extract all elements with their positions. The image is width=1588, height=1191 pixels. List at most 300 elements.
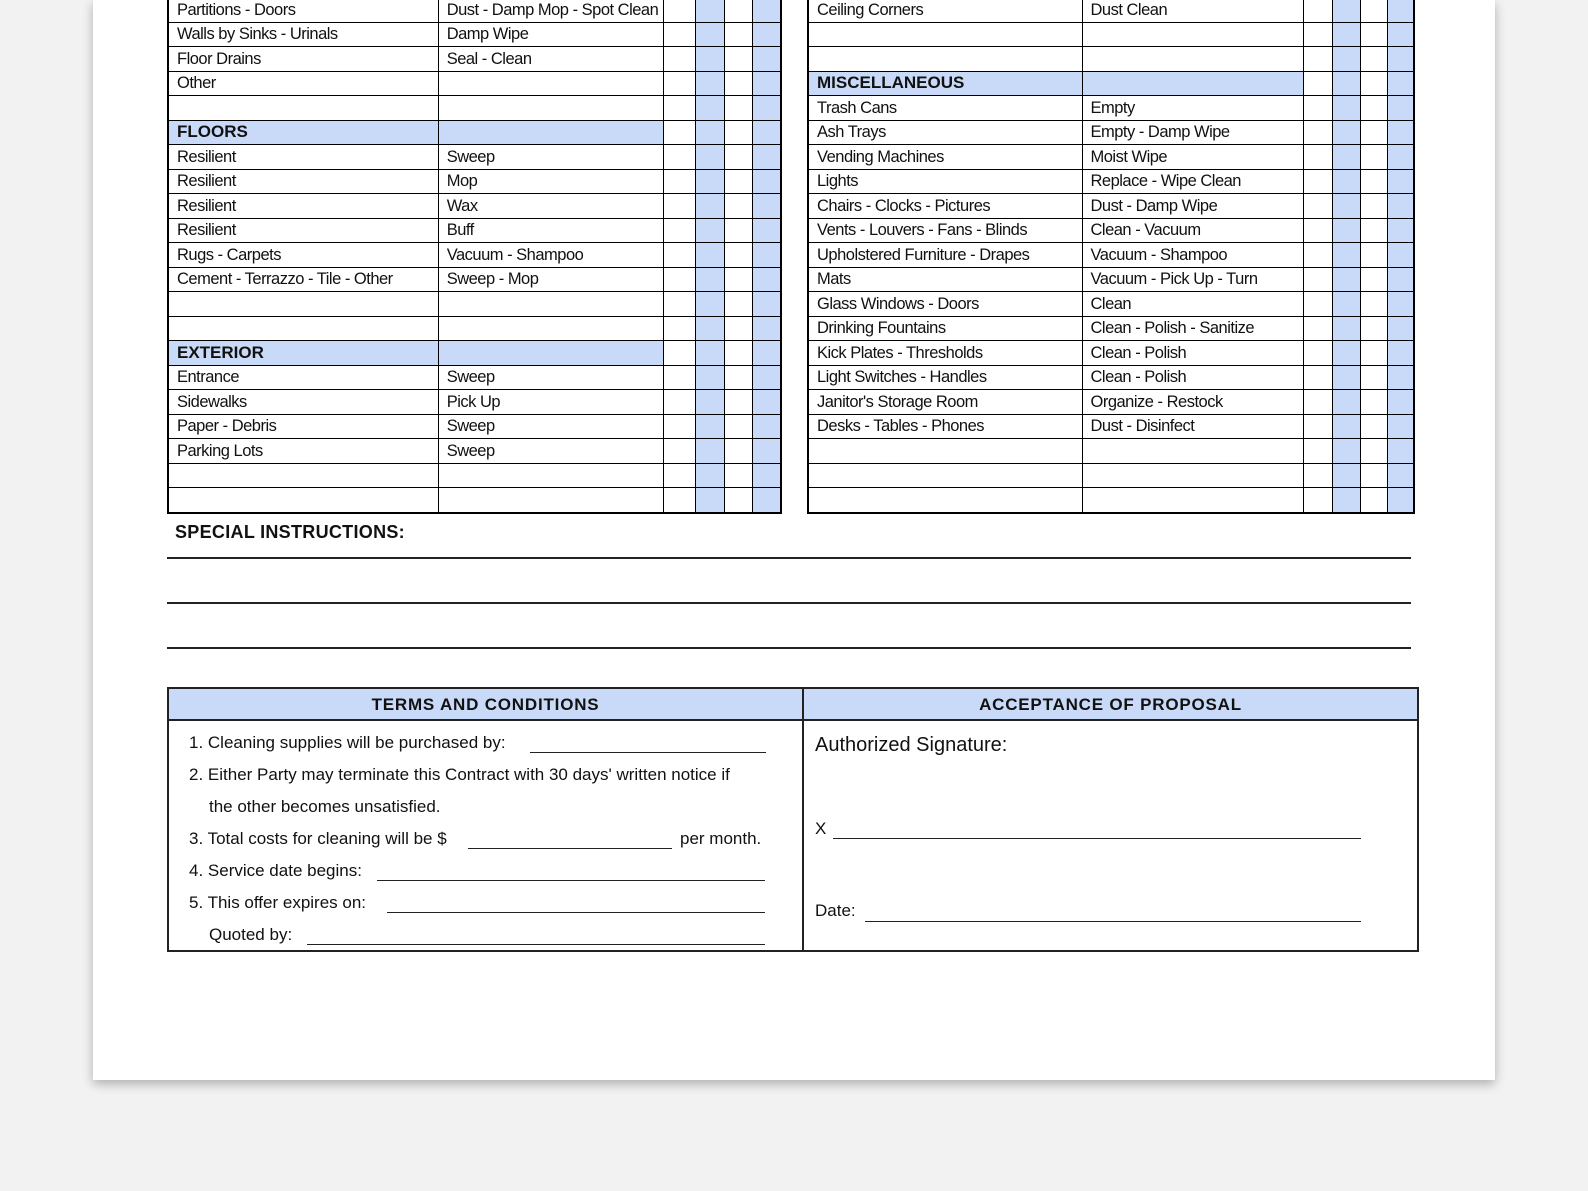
schedule-checkbox-cell[interactable]: [753, 22, 781, 47]
schedule-checkbox-cell[interactable]: [725, 22, 753, 47]
task-cell: Ceiling Corners: [808, 0, 1082, 22]
schedule-checkbox-cell[interactable]: [1360, 439, 1387, 464]
action-cell: [438, 96, 663, 121]
schedule-checkbox-cell[interactable]: [725, 120, 753, 145]
schedule-checkbox-cell[interactable]: [1332, 292, 1360, 317]
schedule-checkbox-cell[interactable]: [663, 292, 695, 317]
schedule-checkbox-cell[interactable]: [753, 71, 781, 96]
schedule-checkbox-cell[interactable]: [1360, 341, 1387, 366]
schedule-checkbox-cell[interactable]: [695, 194, 724, 219]
task-cell: Floor Drains: [168, 47, 438, 72]
schedule-checkbox-cell[interactable]: [725, 365, 753, 390]
term-supplies: 1. Cleaning supplies will be purchased by:: [189, 733, 506, 752]
schedule-checkbox-cell[interactable]: [753, 267, 781, 292]
task-cell: [168, 292, 438, 317]
schedule-checkbox-cell[interactable]: [695, 120, 724, 145]
task-cell: [168, 488, 438, 513]
table-row: [168, 267, 781, 292]
action-cell: Seal - Clean: [438, 47, 663, 72]
task-cell: [168, 463, 438, 488]
schedule-checkbox-cell[interactable]: [753, 243, 781, 268]
schedule-checkbox-cell[interactable]: [663, 341, 695, 366]
table-row: [808, 145, 1414, 170]
schedule-checkbox-cell[interactable]: [1360, 96, 1387, 121]
table-row: [168, 243, 781, 268]
table-row: [168, 71, 781, 96]
schedule-checkbox-cell[interactable]: [1360, 390, 1387, 415]
schedule-checkbox-cell[interactable]: [1387, 267, 1414, 292]
action-cell: [438, 292, 663, 317]
schedule-checkbox-cell[interactable]: [1303, 194, 1332, 219]
schedule-checkbox-cell[interactable]: [1303, 488, 1332, 513]
schedule-checkbox-cell[interactable]: [725, 47, 753, 72]
schedule-checkbox-cell[interactable]: [1303, 169, 1332, 194]
schedule-checkbox-cell[interactable]: [1332, 169, 1360, 194]
action-cell: Wax: [438, 194, 663, 219]
schedule-checkbox-cell[interactable]: [663, 390, 695, 415]
table-row: [168, 218, 781, 243]
schedule-checkbox-cell[interactable]: [1360, 169, 1387, 194]
schedule-checkbox-cell[interactable]: [663, 488, 695, 513]
schedule-checkbox-cell[interactable]: [663, 169, 695, 194]
schedule-checkbox-cell[interactable]: [753, 365, 781, 390]
action-cell: [1082, 463, 1303, 488]
date-label: Date:: [815, 901, 856, 920]
task-cell: Light Switches - Handles: [808, 365, 1082, 390]
task-cell: Vending Machines: [808, 145, 1082, 170]
schedule-checkbox-cell[interactable]: [753, 292, 781, 317]
schedule-checkbox-cell[interactable]: [663, 439, 695, 464]
schedule-checkbox-cell[interactable]: [663, 463, 695, 488]
schedule-checkbox-cell[interactable]: [1360, 47, 1387, 72]
table-row: [168, 488, 781, 513]
schedule-checkbox-cell[interactable]: [695, 169, 724, 194]
table-row: [808, 414, 1414, 439]
schedule-checkbox-cell[interactable]: [1360, 120, 1387, 145]
schedule-checkbox-cell[interactable]: [1303, 243, 1332, 268]
term-service-date: 4. Service date begins:: [189, 861, 362, 880]
schedule-checkbox-cell[interactable]: [1332, 267, 1360, 292]
table-row: [808, 488, 1414, 513]
task-cell: Sidewalks: [168, 390, 438, 415]
schedule-checkbox-cell[interactable]: [753, 194, 781, 219]
right-checklist-table: [807, 0, 1415, 514]
term-total-cost: 3. Total costs for cleaning will be $: [189, 829, 447, 848]
schedule-checkbox-cell[interactable]: [1387, 439, 1414, 464]
signature-x-label: X: [815, 819, 827, 838]
schedule-checkbox-cell[interactable]: [1360, 71, 1387, 96]
action-cell: [438, 463, 663, 488]
table-row: [808, 169, 1414, 194]
action-cell: Organize - Restock: [1082, 390, 1303, 415]
schedule-checkbox-cell[interactable]: [695, 292, 724, 317]
document-page: [93, 0, 1495, 1080]
schedule-checkbox-cell[interactable]: [1332, 439, 1360, 464]
schedule-checkbox-cell[interactable]: [695, 414, 724, 439]
schedule-checkbox-cell[interactable]: [663, 71, 695, 96]
table-row: [168, 463, 781, 488]
table-row: [808, 243, 1414, 268]
schedule-checkbox-cell[interactable]: [1387, 47, 1414, 72]
action-cell: Vacuum - Pick Up - Turn: [1082, 267, 1303, 292]
task-cell: [808, 22, 1082, 47]
schedule-checkbox-cell[interactable]: [753, 414, 781, 439]
schedule-checkbox-cell[interactable]: [1387, 316, 1414, 341]
schedule-checkbox-cell[interactable]: [695, 218, 724, 243]
schedule-checkbox-cell[interactable]: [663, 47, 695, 72]
action-cell: [1082, 439, 1303, 464]
schedule-checkbox-cell[interactable]: [753, 316, 781, 341]
schedule-checkbox-cell[interactable]: [1360, 365, 1387, 390]
schedule-checkbox-cell[interactable]: [1387, 194, 1414, 219]
schedule-checkbox-cell[interactable]: [753, 0, 781, 22]
schedule-checkbox-cell[interactable]: [753, 120, 781, 145]
table-row: [808, 316, 1414, 341]
action-cell: Dust Clean: [1082, 0, 1303, 22]
action-cell: Dust - Damp Wipe: [1082, 194, 1303, 219]
section-title: FLOORS: [168, 120, 438, 145]
schedule-checkbox-cell[interactable]: [753, 463, 781, 488]
schedule-checkbox-cell[interactable]: [753, 341, 781, 366]
task-cell: Desks - Tables - Phones: [808, 414, 1082, 439]
schedule-checkbox-cell[interactable]: [1303, 365, 1332, 390]
task-cell: Chairs - Clocks - Pictures: [808, 194, 1082, 219]
action-cell: Empty: [1082, 96, 1303, 121]
schedule-checkbox-cell[interactable]: [1332, 243, 1360, 268]
schedule-checkbox-cell[interactable]: [1332, 316, 1360, 341]
schedule-checkbox-cell[interactable]: [1387, 463, 1414, 488]
schedule-checkbox-cell[interactable]: [663, 243, 695, 268]
schedule-checkbox-cell[interactable]: [695, 365, 724, 390]
supplies-field[interactable]: [530, 752, 766, 753]
schedule-checkbox-cell[interactable]: [1387, 169, 1414, 194]
schedule-checkbox-cell[interactable]: [695, 390, 724, 415]
authorized-signature-label: Authorized Signature:: [815, 734, 1008, 756]
term-per-month: per month.: [680, 829, 762, 848]
task-cell: Janitor's Storage Room: [808, 390, 1082, 415]
schedule-checkbox-cell[interactable]: [1332, 414, 1360, 439]
schedule-checkbox-cell[interactable]: [1303, 0, 1332, 22]
schedule-checkbox-cell[interactable]: [1303, 341, 1332, 366]
action-cell: Clean - Vacuum: [1082, 218, 1303, 243]
table-row: [808, 390, 1414, 415]
schedule-checkbox-cell[interactable]: [753, 96, 781, 121]
table-row: [808, 22, 1414, 47]
special-instructions-line-1[interactable]: [167, 557, 1411, 559]
schedule-checkbox-cell[interactable]: [725, 414, 753, 439]
schedule-checkbox-cell[interactable]: [1332, 22, 1360, 47]
action-cell: Mop: [438, 169, 663, 194]
action-cell: Buff: [438, 218, 663, 243]
table-row: [808, 194, 1414, 219]
schedule-checkbox-cell[interactable]: [695, 22, 724, 47]
action-cell: [1082, 22, 1303, 47]
schedule-checkbox-cell[interactable]: [695, 47, 724, 72]
table-row: [168, 365, 781, 390]
schedule-checkbox-cell[interactable]: [1332, 365, 1360, 390]
action-cell: Empty - Damp Wipe: [1082, 120, 1303, 145]
task-cell: Parking Lots: [168, 439, 438, 464]
schedule-checkbox-cell[interactable]: [1387, 71, 1414, 96]
table-row: [168, 414, 781, 439]
signature-field[interactable]: [833, 838, 1361, 839]
schedule-checkbox-cell[interactable]: [695, 0, 724, 22]
schedule-checkbox-cell[interactable]: [1360, 463, 1387, 488]
table-row: [168, 47, 781, 72]
schedule-checkbox-cell[interactable]: [1332, 71, 1360, 96]
schedule-checkbox-cell[interactable]: [1303, 414, 1332, 439]
schedule-checkbox-cell[interactable]: [1303, 145, 1332, 170]
term-termination-cont: the other becomes unsatisfied.: [209, 797, 441, 816]
schedule-checkbox-cell[interactable]: [753, 488, 781, 513]
schedule-checkbox-cell[interactable]: [725, 96, 753, 121]
task-cell: [168, 316, 438, 341]
schedule-checkbox-cell[interactable]: [1387, 488, 1414, 513]
table-row: [168, 194, 781, 219]
schedule-checkbox-cell[interactable]: [1387, 22, 1414, 47]
schedule-checkbox-cell[interactable]: [725, 463, 753, 488]
special-instructions-label: SPECIAL INSTRUCTIONS:: [175, 522, 405, 542]
table-row: [808, 47, 1414, 72]
schedule-checkbox-cell[interactable]: [695, 145, 724, 170]
service-date-field[interactable]: [377, 880, 765, 881]
special-instructions-line-3[interactable]: [167, 647, 1411, 649]
box-divider: [802, 689, 804, 950]
schedule-checkbox-cell[interactable]: [663, 316, 695, 341]
action-cell: Damp Wipe: [438, 22, 663, 47]
schedule-checkbox-cell[interactable]: [1360, 194, 1387, 219]
schedule-checkbox-cell[interactable]: [1303, 71, 1332, 96]
schedule-checkbox-cell[interactable]: [725, 267, 753, 292]
schedule-checkbox-cell[interactable]: [725, 71, 753, 96]
schedule-checkbox-cell[interactable]: [1387, 243, 1414, 268]
schedule-checkbox-cell[interactable]: [1360, 316, 1387, 341]
task-cell: Drinking Fountains: [808, 316, 1082, 341]
terms-acceptance-box: [167, 687, 1419, 952]
table-row: [168, 0, 781, 22]
expires-field[interactable]: [387, 912, 765, 913]
schedule-checkbox-cell[interactable]: [1303, 267, 1332, 292]
schedule-checkbox-cell[interactable]: [725, 145, 753, 170]
table-row: [808, 292, 1414, 317]
table-row: [808, 365, 1414, 390]
table-row: [168, 316, 781, 341]
schedule-checkbox-cell[interactable]: [1332, 120, 1360, 145]
date-field[interactable]: [865, 921, 1361, 922]
table-row: [808, 267, 1414, 292]
task-cell: Trash Cans: [808, 96, 1082, 121]
schedule-checkbox-cell[interactable]: [1387, 414, 1414, 439]
action-cell: [438, 488, 663, 513]
section-title: MISCELLANEOUS: [808, 71, 1082, 96]
schedule-checkbox-cell[interactable]: [1303, 22, 1332, 47]
action-cell: Pick Up: [438, 390, 663, 415]
schedule-checkbox-cell[interactable]: [1387, 145, 1414, 170]
schedule-checkbox-cell[interactable]: [1332, 96, 1360, 121]
task-cell: Resilient: [168, 169, 438, 194]
schedule-checkbox-cell[interactable]: [1332, 341, 1360, 366]
schedule-checkbox-cell[interactable]: [1303, 316, 1332, 341]
action-cell: Replace - Wipe Clean: [1082, 169, 1303, 194]
task-cell: Cement - Terrazzo - Tile - Other: [168, 267, 438, 292]
schedule-checkbox-cell[interactable]: [695, 463, 724, 488]
schedule-checkbox-cell[interactable]: [1360, 488, 1387, 513]
action-cell: Sweep: [438, 145, 663, 170]
table-row: [808, 0, 1414, 22]
table-row: [808, 120, 1414, 145]
section-header-row: [168, 120, 781, 145]
schedule-checkbox-cell[interactable]: [725, 341, 753, 366]
action-cell: [1082, 47, 1303, 72]
schedule-checkbox-cell[interactable]: [1360, 267, 1387, 292]
schedule-checkbox-cell[interactable]: [1387, 341, 1414, 366]
schedule-checkbox-cell[interactable]: [1303, 439, 1332, 464]
schedule-checkbox-cell[interactable]: [1360, 22, 1387, 47]
task-cell: Walls by Sinks - Urinals: [168, 22, 438, 47]
term-termination: 2. Either Party may terminate this Contract with 30 days' written notice if: [189, 765, 730, 784]
schedule-checkbox-cell[interactable]: [725, 390, 753, 415]
action-cell: Clean - Polish: [1082, 365, 1303, 390]
table-row: [808, 341, 1414, 366]
schedule-checkbox-cell[interactable]: [725, 218, 753, 243]
task-cell: Lights: [808, 169, 1082, 194]
schedule-checkbox-cell[interactable]: [753, 390, 781, 415]
schedule-checkbox-cell[interactable]: [1360, 292, 1387, 317]
schedule-checkbox-cell[interactable]: [663, 365, 695, 390]
schedule-checkbox-cell[interactable]: [1303, 463, 1332, 488]
schedule-checkbox-cell[interactable]: [725, 488, 753, 513]
schedule-checkbox-cell[interactable]: [1360, 414, 1387, 439]
schedule-checkbox-cell[interactable]: [753, 218, 781, 243]
schedule-checkbox-cell[interactable]: [1387, 218, 1414, 243]
task-cell: [808, 47, 1082, 72]
task-cell: [168, 96, 438, 121]
table-row: [168, 390, 781, 415]
action-cell: Sweep: [438, 414, 663, 439]
schedule-checkbox-cell[interactable]: [1332, 463, 1360, 488]
schedule-checkbox-cell[interactable]: [1360, 0, 1387, 22]
schedule-checkbox-cell[interactable]: [1387, 292, 1414, 317]
schedule-checkbox-cell[interactable]: [725, 0, 753, 22]
schedule-checkbox-cell[interactable]: [725, 194, 753, 219]
schedule-checkbox-cell[interactable]: [753, 47, 781, 72]
schedule-checkbox-cell[interactable]: [1303, 47, 1332, 72]
task-cell: Resilient: [168, 218, 438, 243]
schedule-checkbox-cell[interactable]: [663, 414, 695, 439]
action-cell: [438, 341, 663, 366]
schedule-checkbox-cell[interactable]: [663, 96, 695, 121]
quoted-by-field[interactable]: [307, 944, 765, 945]
schedule-checkbox-cell[interactable]: [1332, 488, 1360, 513]
schedule-checkbox-cell[interactable]: [725, 439, 753, 464]
left-checklist-table: [167, 0, 782, 514]
task-cell: Resilient: [168, 194, 438, 219]
action-cell: Sweep: [438, 365, 663, 390]
schedule-checkbox-cell[interactable]: [695, 267, 724, 292]
schedule-checkbox-cell[interactable]: [695, 341, 724, 366]
schedule-checkbox-cell[interactable]: [1332, 145, 1360, 170]
task-cell: Other: [168, 71, 438, 96]
action-cell: [438, 120, 663, 145]
schedule-checkbox-cell[interactable]: [663, 120, 695, 145]
action-cell: Dust - Damp Mop - Spot Clean: [438, 0, 663, 22]
schedule-checkbox-cell[interactable]: [1387, 96, 1414, 121]
schedule-checkbox-cell[interactable]: [725, 292, 753, 317]
schedule-checkbox-cell[interactable]: [725, 316, 753, 341]
schedule-checkbox-cell[interactable]: [1303, 120, 1332, 145]
schedule-checkbox-cell[interactable]: [695, 439, 724, 464]
schedule-checkbox-cell[interactable]: [753, 169, 781, 194]
action-cell: Vacuum - Shampoo: [1082, 243, 1303, 268]
schedule-checkbox-cell[interactable]: [663, 267, 695, 292]
action-cell: Clean - Polish - Sanitize: [1082, 316, 1303, 341]
schedule-checkbox-cell[interactable]: [1332, 218, 1360, 243]
special-instructions-line-2[interactable]: [167, 602, 1411, 604]
table-row: [168, 292, 781, 317]
schedule-checkbox-cell[interactable]: [1303, 96, 1332, 121]
schedule-checkbox-cell[interactable]: [1303, 218, 1332, 243]
term-expires: 5. This offer expires on:: [189, 893, 367, 912]
schedule-checkbox-cell[interactable]: [1332, 390, 1360, 415]
schedule-checkbox-cell[interactable]: [1332, 47, 1360, 72]
schedule-checkbox-cell[interactable]: [663, 0, 695, 22]
schedule-checkbox-cell[interactable]: [663, 218, 695, 243]
schedule-checkbox-cell[interactable]: [695, 96, 724, 121]
action-cell: [1082, 71, 1303, 96]
schedule-checkbox-cell[interactable]: [725, 243, 753, 268]
task-cell: Entrance: [168, 365, 438, 390]
total-cost-field[interactable]: [468, 848, 672, 849]
task-cell: Ash Trays: [808, 120, 1082, 145]
table-row: [168, 439, 781, 464]
schedule-checkbox-cell[interactable]: [1387, 365, 1414, 390]
schedule-checkbox-cell[interactable]: [753, 439, 781, 464]
schedule-checkbox-cell[interactable]: [663, 22, 695, 47]
schedule-checkbox-cell[interactable]: [663, 145, 695, 170]
task-cell: [808, 439, 1082, 464]
action-cell: Moist Wipe: [1082, 145, 1303, 170]
action-cell: Sweep - Mop: [438, 267, 663, 292]
task-cell: [808, 463, 1082, 488]
action-cell: Sweep: [438, 439, 663, 464]
schedule-checkbox-cell[interactable]: [695, 316, 724, 341]
schedule-checkbox-cell[interactable]: [663, 194, 695, 219]
task-cell: Kick Plates - Thresholds: [808, 341, 1082, 366]
task-cell: [808, 488, 1082, 513]
action-cell: Clean - Polish: [1082, 341, 1303, 366]
schedule-checkbox-cell[interactable]: [1332, 0, 1360, 22]
schedule-checkbox-cell[interactable]: [753, 145, 781, 170]
task-cell: Vents - Louvers - Fans - Blinds: [808, 218, 1082, 243]
schedule-checkbox-cell[interactable]: [1303, 292, 1332, 317]
schedule-checkbox-cell[interactable]: [695, 71, 724, 96]
table-row: [808, 439, 1414, 464]
schedule-checkbox-cell[interactable]: [1332, 194, 1360, 219]
schedule-checkbox-cell[interactable]: [1387, 0, 1414, 22]
schedule-checkbox-cell[interactable]: [1360, 243, 1387, 268]
schedule-checkbox-cell[interactable]: [1360, 218, 1387, 243]
schedule-checkbox-cell[interactable]: [1360, 145, 1387, 170]
action-cell: [438, 71, 663, 96]
table-row: [808, 218, 1414, 243]
schedule-checkbox-cell[interactable]: [1387, 390, 1414, 415]
schedule-checkbox-cell[interactable]: [725, 169, 753, 194]
schedule-checkbox-cell[interactable]: [695, 488, 724, 513]
acceptance-heading: ACCEPTANCE OF PROPOSAL: [804, 689, 1417, 721]
schedule-checkbox-cell[interactable]: [1387, 120, 1414, 145]
schedule-checkbox-cell[interactable]: [695, 243, 724, 268]
schedule-checkbox-cell[interactable]: [1303, 390, 1332, 415]
